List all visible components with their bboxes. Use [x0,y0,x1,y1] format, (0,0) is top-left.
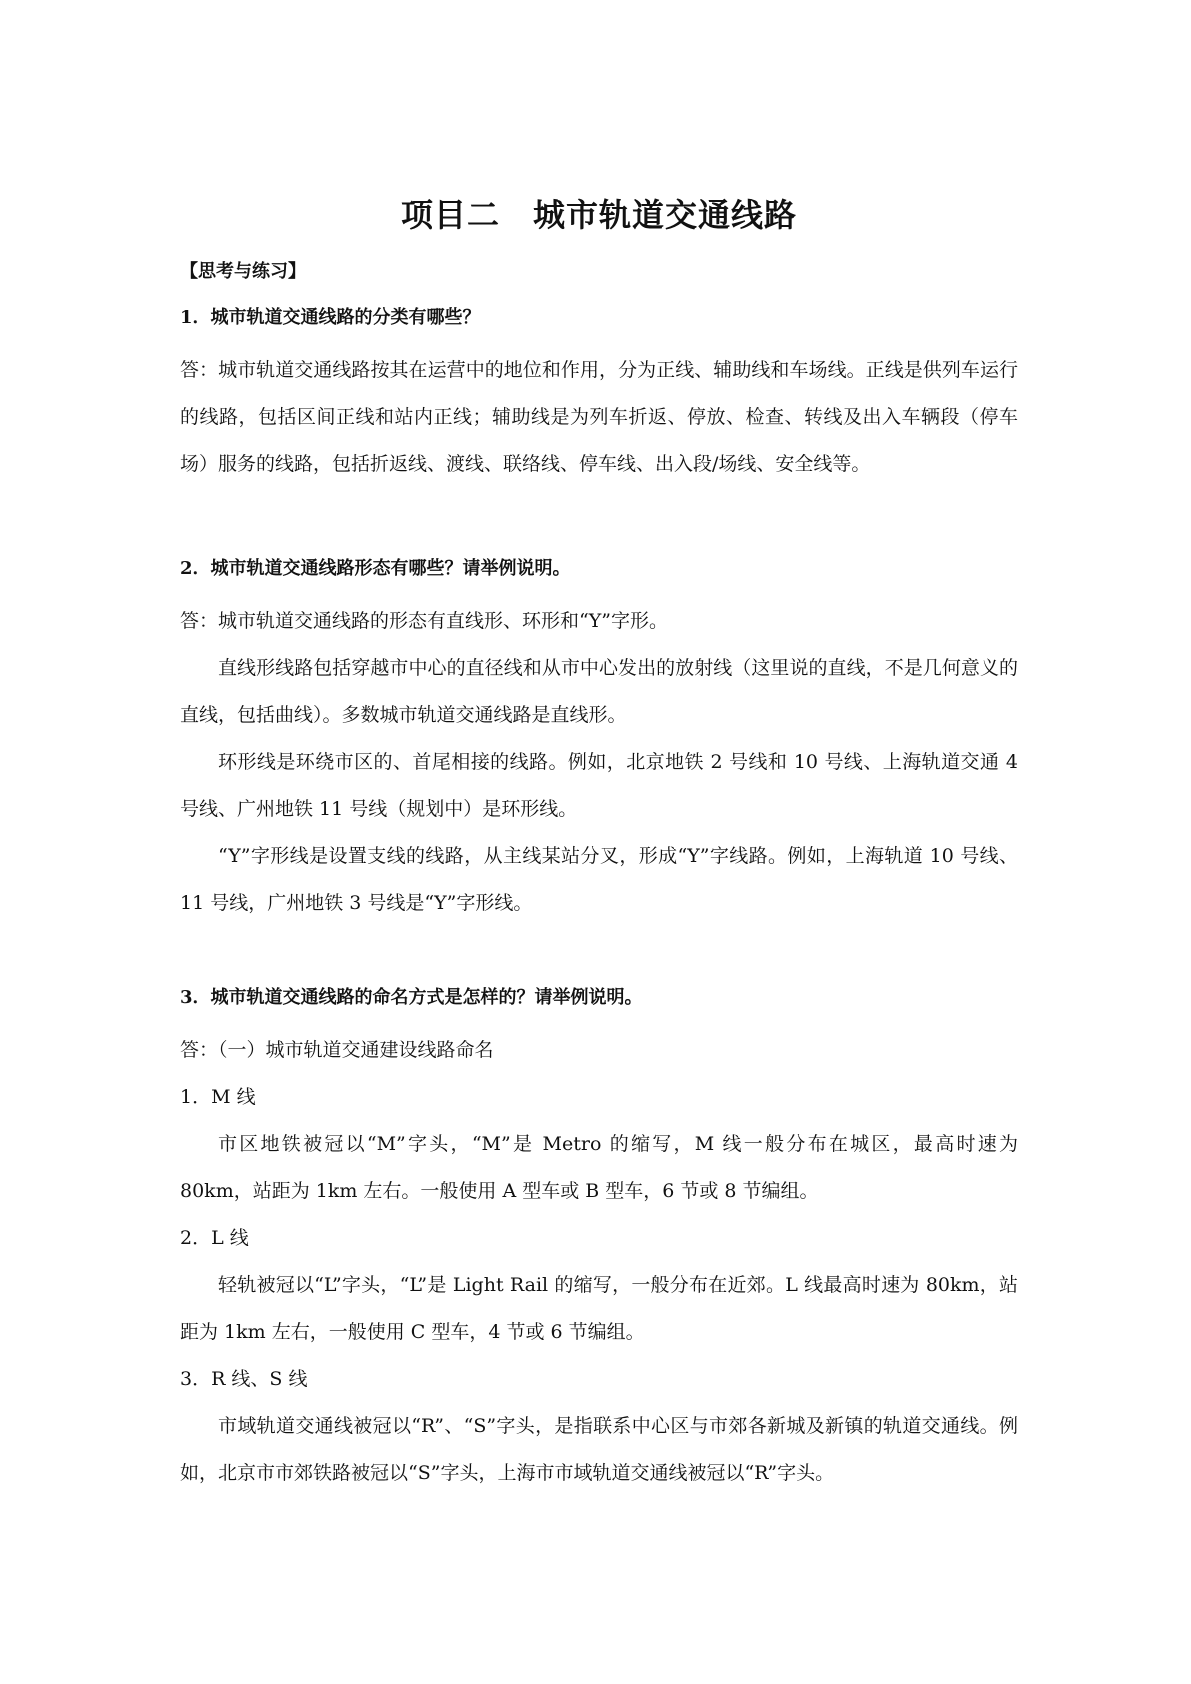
m-line-heading: 1．M 线 [180,1086,256,1108]
answer-2-paragraph-ring: 环形线是环绕市区的、首尾相接的线路。例如，北京地铁 2 号线和 10 号线、上海轨道交通 4 号线、广州地铁 11 号线（规划中）是环形线。 [180,751,1018,820]
spacer [180,927,1018,983]
answer-2-paragraph-y: “Y”字形线是设置支线的线路，从主线某站分叉，形成“Y”字线路。例如，上海轨道 10 号线、11 号线，广州地铁 3 号线是“Y”字形线。 [180,845,1018,914]
document-page [180,195,1018,1497]
answer-1: 答：城市轨道交通线路按其在运营中的地位和作用，分为正线、辅助线和车场线。正线是供列车运行的线路，包括区间正线和站内正线；辅助线是为列车折返、停放、检查、转线及出入车辆段（停车场）服务的线路，包括折返线、渡线、联络线、停车线、出入段/场线、安全线等。 [180,359,1018,475]
l-line-heading: 2．L 线 [180,1227,249,1249]
spacer [180,488,1018,554]
section-label: 【思考与练习】 [180,261,306,282]
l-line-text: 轻轨被冠以“L”字头，“L”是 Light Rail 的缩写，一般分布在近郊。L 线最高时速为 80km，站距为 1km 左右，一般使用 C 型车，4 节或 6 节编组。 [180,1274,1018,1343]
page-title: 项目二 城市轨道交通线路 [400,196,797,234]
answer-3-intro: 答：（一）城市轨道交通建设线路命名 [180,1039,494,1061]
rs-line-text: 市域轨道交通线被冠以“R”、“S”字头，是指联系中心区与市郊各新城及新镇的轨道交通线。例如，北京市市郊铁路被冠以“S”字头，上海市市域轨道交通线被冠以“R”字头。 [180,1415,1018,1484]
question-1: 1．城市轨道交通线路的分类有哪些？ [180,307,481,328]
answer-2-intro: 答：城市轨道交通线路的形态有直线形、环形和“Y”字形。 [180,610,668,632]
answer-2-paragraph-straight: 直线形线路包括穿越市中心的直径线和从市中心发出的放射线（这里说的直线，不是几何意义的直线，包括曲线）。多数城市轨道交通线路是直线形。 [180,657,1018,726]
m-line-text: 市区地铁被冠以“M”字头，“M”是 Metro 的缩写，M 线一般分布在城区，最高时速为 80km，站距为 1km 左右。一般使用 A 型车或 B 型车，6 节或 8 节编组。 [180,1133,1018,1202]
rs-line-heading: 3．R 线、S 线 [180,1368,308,1390]
question-2: 2．城市轨道交通线路形态有哪些？请举例说明。 [180,558,571,579]
question-3: 3．城市轨道交通线路的命名方式是怎样的？请举例说明。 [180,987,643,1008]
